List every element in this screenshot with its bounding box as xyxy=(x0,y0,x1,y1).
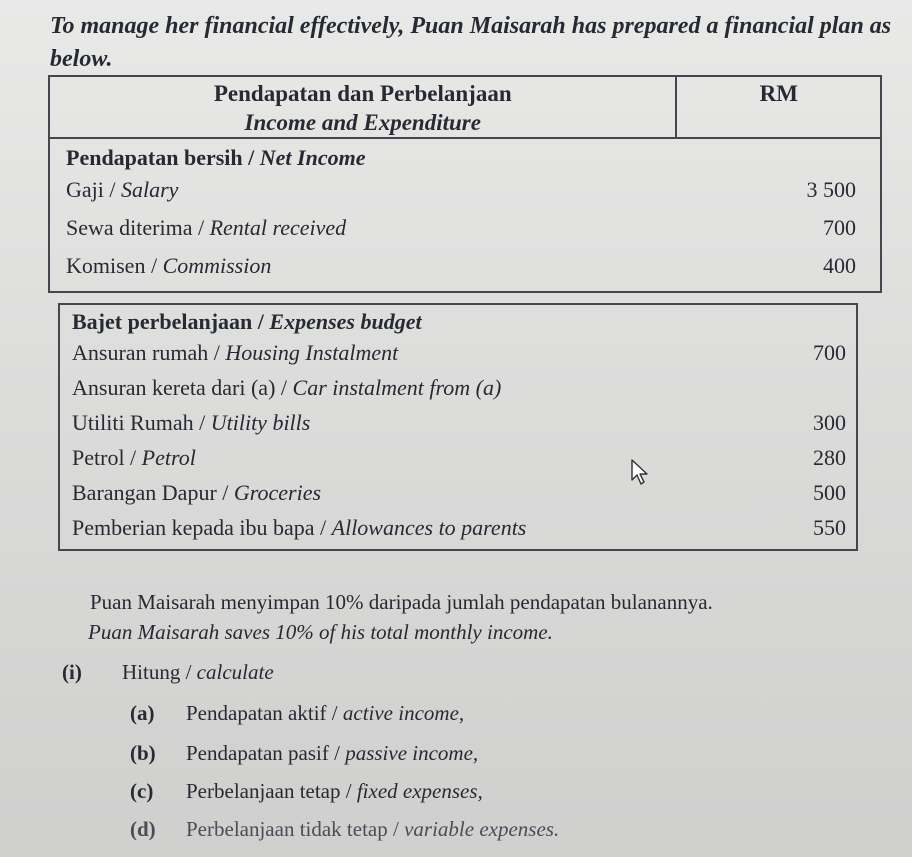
income-label xyxy=(66,215,346,241)
savings-statement-ms: Puan Maisarah menyimpan 10% daripada jumlah pendapatan bulanannya. xyxy=(90,590,713,614)
header-rm: RM xyxy=(759,81,798,106)
question-label: (i) xyxy=(62,660,82,684)
income-amount: 400 xyxy=(823,253,856,278)
part-label: (d) xyxy=(130,817,156,841)
expenses-table xyxy=(58,303,858,551)
header-description xyxy=(49,76,676,138)
income-label-ms: Sewa diterima / xyxy=(66,215,210,240)
expense-label-ms: Pemberian kepada ibu bapa / xyxy=(72,514,332,540)
expense-label-en: Utility bills xyxy=(210,409,311,435)
expense-row xyxy=(72,405,846,440)
part-label: (a) xyxy=(130,701,155,725)
question-part-d xyxy=(130,817,559,842)
income-amount: 3 500 xyxy=(806,177,856,202)
expense-label-en: Petrol xyxy=(141,444,196,470)
income-title-ms: Pendapatan bersih / xyxy=(66,145,260,170)
expense-label-en: Allowances to parents xyxy=(331,514,527,540)
income-amount: 700 xyxy=(823,215,856,240)
income-row xyxy=(66,247,856,285)
expense-amount: 280 xyxy=(813,444,846,470)
expense-label-ms: Utiliti Rumah / xyxy=(72,409,211,435)
expense-label-ms: Ansuran kereta dari (a) / xyxy=(72,374,293,400)
expense-label-ms: Ansuran rumah / xyxy=(72,339,226,365)
expense-label-en: Groceries xyxy=(233,479,322,505)
expense-label xyxy=(72,375,501,401)
income-section xyxy=(49,138,881,292)
header-amount xyxy=(676,76,881,138)
expense-label xyxy=(72,410,310,436)
question-part-c xyxy=(130,779,483,804)
income-label-en: Salary xyxy=(121,177,179,202)
income-label xyxy=(66,253,271,279)
income-label-en: Commission xyxy=(162,253,272,278)
question-part-a xyxy=(130,701,464,726)
expense-row xyxy=(72,510,846,545)
part-label: (c) xyxy=(130,779,154,803)
expense-amount: 700 xyxy=(813,339,846,365)
part-text-ms: Perbelanjaan tetap / xyxy=(186,779,357,803)
question-text-ms: Hitung / xyxy=(122,660,197,684)
savings-statement-en: Puan Maisarah saves 10% of his total monthly income. xyxy=(88,620,553,644)
income-row xyxy=(66,171,856,209)
question-text-en: calculate xyxy=(196,660,274,684)
header-description-en: Income and Expenditure xyxy=(244,110,481,135)
expense-amount: 300 xyxy=(813,409,846,435)
expense-row xyxy=(72,440,846,475)
expense-label-ms: Barangan Dapur / xyxy=(72,479,234,505)
income-row xyxy=(66,209,856,247)
question-part-b xyxy=(130,741,478,766)
expense-label-ms: Petrol / xyxy=(72,444,142,470)
income-label-ms: Gaji / xyxy=(66,177,121,202)
part-text-ms: Pendapatan aktif / xyxy=(186,701,343,725)
income-table xyxy=(48,75,882,293)
expense-title-en: Expenses budget xyxy=(269,309,422,334)
part-text-en: fixed expenses, xyxy=(356,779,483,803)
income-label-ms: Komisen / xyxy=(66,253,163,278)
part-label: (b) xyxy=(130,741,156,765)
expense-row xyxy=(72,370,846,405)
expense-label xyxy=(72,480,321,506)
expense-amount: 550 xyxy=(813,514,846,540)
expense-title-ms: Bajet perbelanjaan / xyxy=(72,309,270,334)
income-label xyxy=(66,177,178,203)
expenses-section xyxy=(59,304,857,550)
income-label-en: Rental received xyxy=(209,215,347,240)
part-text-ms: Perbelanjaan tidak tetap / xyxy=(186,817,405,841)
expense-row xyxy=(72,335,846,370)
part-text-en: active income, xyxy=(342,701,465,725)
expenses-section-title xyxy=(72,309,846,335)
income-section-title xyxy=(66,145,856,171)
question-i xyxy=(62,660,274,685)
expense-row xyxy=(72,475,846,510)
header-description-ms: Pendapatan dan Perbelanjaan xyxy=(213,81,512,106)
part-text-en: variable expenses. xyxy=(404,817,560,841)
mouse-pointer-icon xyxy=(630,458,652,486)
income-title-en: Net Income xyxy=(259,145,366,170)
part-text-ms: Pendapatan pasif / xyxy=(186,741,346,765)
expense-label xyxy=(72,515,526,541)
expense-amount: 500 xyxy=(813,479,846,505)
intro-text: To manage her financial effectively, Puan Maisarah has prepared a financial plan as below. xyxy=(50,13,892,72)
expense-label xyxy=(72,340,398,366)
expense-label-en: Car instalment from (a) xyxy=(292,374,502,400)
expense-label-en: Housing Instalment xyxy=(225,339,399,365)
part-text-en: passive income, xyxy=(345,741,479,765)
expense-label xyxy=(72,445,196,471)
